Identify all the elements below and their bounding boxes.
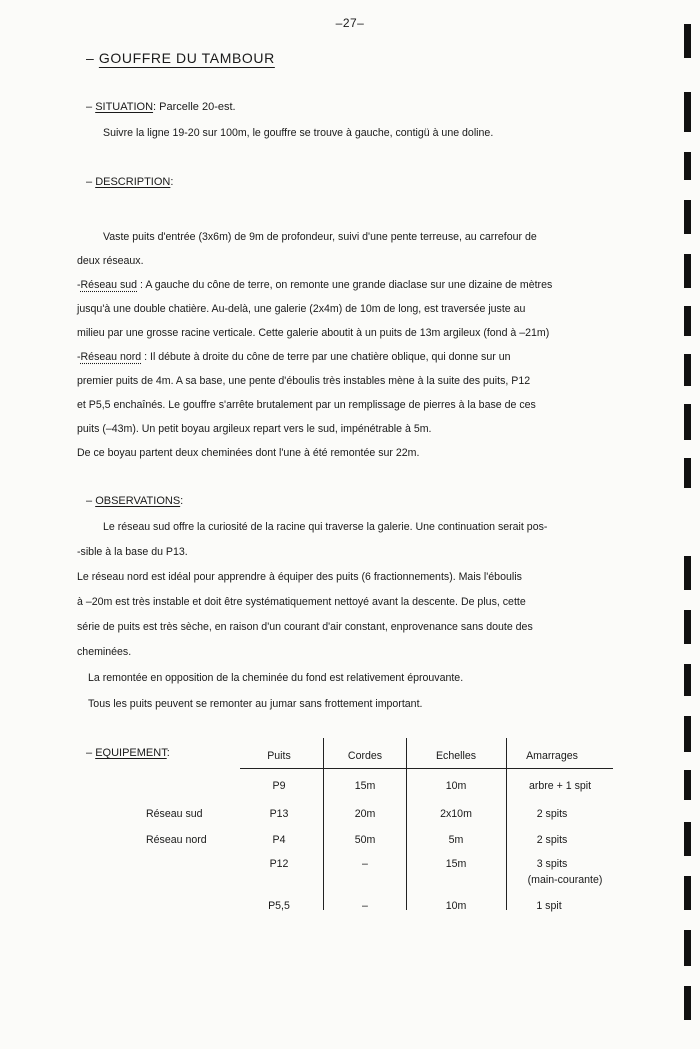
table-column-divider-3 xyxy=(506,738,507,910)
description-line-1: Vaste puits d'entrée (3x6m) de 9m de profondeur, suivi d'une pente terreuse, au carrefour de xyxy=(103,231,537,243)
observations-heading: OBSERVATIONS xyxy=(95,495,181,507)
observations-line-2: -sible à la base du P13. xyxy=(77,546,188,558)
reseau-sud-text: : A gauche du cône de terre, on remonte une grande diaclase sur une dizaine de mètres xyxy=(137,279,553,291)
table-cell-echelles: 5m xyxy=(448,834,464,846)
table-cell-puits: P4 xyxy=(272,834,286,846)
scan-edge-mark xyxy=(684,254,691,288)
observations-heading-line: – OBSERVATIONS: xyxy=(86,495,184,507)
situation-value: Parcelle 20-est. xyxy=(159,101,236,113)
scan-edge-mark xyxy=(684,610,691,644)
situation-heading-line: – SITUATION: Parcelle 20-est. xyxy=(86,101,236,113)
description-line-2: deux réseaux. xyxy=(77,255,144,267)
page-title xyxy=(86,50,275,66)
table-cell-puits: P12 xyxy=(269,858,289,870)
table-cell-amarrages: 2 spits xyxy=(536,808,568,820)
scan-edge-mark xyxy=(684,458,691,488)
observations-line-5: série de puits est très sèche, en raison d'un courant d'air constant, enprovenance sans doute des xyxy=(77,621,533,633)
table-cell-puits: P5,5 xyxy=(268,900,290,912)
observations-line-1: Le réseau sud offre la curiosité de la racine qui traverse la galerie. Une continuation serait pos- xyxy=(103,521,548,533)
situation-heading: SITUATION xyxy=(95,101,154,113)
situation-text: Suivre la ligne 19-20 sur 100m, le gouffre se trouve à gauche, contigü à une doline. xyxy=(103,127,494,139)
description-line-4: milieu par une grosse racine verticale. Cette galerie aboutit à un puits de 13m argileux (fond à –21m) xyxy=(77,327,550,339)
column-header-cordes: Cordes xyxy=(347,750,383,762)
table-cell-cordes: – xyxy=(362,900,368,912)
table-cell-puits: P13 xyxy=(269,808,289,820)
table-cell-echelles: 15m xyxy=(445,858,467,870)
scan-edge-mark xyxy=(684,716,691,752)
scan-edge-mark xyxy=(684,92,691,132)
scan-edge-mark xyxy=(684,930,691,966)
scan-edge-mark xyxy=(684,664,691,696)
table-cell-amarrages-note: (main-courante) xyxy=(527,874,603,886)
description-line-8: De ce boyau partent deux cheminées dont l'une à été remontée sur 22m. xyxy=(77,447,420,459)
reseau-nord-text: : Il débute à droite du cône de terre par une chatière oblique, qui donne sur un xyxy=(141,351,511,363)
table-cell-echelles: 2x10m xyxy=(440,808,472,820)
equipement-heading: EQUIPEMENT xyxy=(95,747,167,759)
row-label-reseau-nord: Réseau nord xyxy=(146,834,207,846)
reseau-sud-line: -Réseau sud : A gauche du cône de terre, on remonte une grande diaclase sur une dizaine de mètres xyxy=(77,279,553,291)
scan-edge-mark xyxy=(684,556,691,590)
description-heading-line: – DESCRIPTION: xyxy=(86,176,174,188)
observations-line-7: La remontée en opposition de la cheminée du fond est relativement éprouvante. xyxy=(88,672,464,684)
scan-edge-mark xyxy=(684,306,691,336)
scan-edge-mark xyxy=(684,986,691,1020)
observations-line-4: à –20m est très instable et doit être systématiquement nettoyé avant la descente. De plus, cette xyxy=(77,596,526,608)
reseau-nord-line: -Réseau nord : Il débute à droite du cône de terre par une chatière oblique, qui donne sur un xyxy=(77,351,511,363)
reseau-nord-label: Réseau nord xyxy=(80,351,142,363)
scan-edge-mark xyxy=(684,200,691,234)
table-column-divider-1 xyxy=(323,738,324,910)
column-header-echelles: Echelles xyxy=(435,750,477,762)
table-cell-cordes: – xyxy=(362,858,368,870)
table-cell-amarrages: arbre + 1 spit xyxy=(528,780,592,792)
table-cell-cordes: 50m xyxy=(354,834,376,846)
column-header-puits: Puits xyxy=(267,750,291,762)
scan-edge-mark xyxy=(684,822,691,856)
row-label-reseau-sud: Réseau sud xyxy=(146,808,203,820)
observations-line-8: Tous les puits peuvent se remonter au jumar sans frottement important. xyxy=(88,698,423,710)
table-column-divider-2 xyxy=(406,738,407,910)
description-line-7: puits (–43m). Un petit boyau argileux repart vers le sud, impénétrable à 5m. xyxy=(77,423,432,435)
table-cell-amarrages: 1 spit xyxy=(536,900,562,912)
observations-line-6: cheminées. xyxy=(77,646,132,658)
table-cell-amarrages: 2 spits xyxy=(536,834,568,846)
scan-edge-mark xyxy=(684,24,691,58)
table-cell-cordes: 15m xyxy=(354,780,376,792)
table-cell-cordes: 20m xyxy=(354,808,376,820)
scan-edge-mark xyxy=(684,770,691,800)
description-line-3: jusqu'à une double chatière. Au-delà, une galerie (2x4m) de 10m de long, est traversée juste au xyxy=(77,303,526,315)
scan-edge-mark xyxy=(684,354,691,386)
reseau-sud-label: Réseau sud xyxy=(80,279,138,291)
table-cell-puits: P9 xyxy=(272,780,286,792)
observations-line-3: Le réseau nord est idéal pour apprendre à équiper des puits (6 fractionnements). Mais l'éboulis xyxy=(77,571,522,583)
equipement-heading-line: – EQUIPEMENT: xyxy=(86,747,170,759)
scan-edge-mark xyxy=(684,404,691,440)
table-cell-amarrages: 3 spits xyxy=(536,858,568,870)
description-line-6: et P5,5 enchaînés. Le gouffre s'arrête brutalement par un remplissage de pierres à la base de ces xyxy=(77,399,536,411)
description-heading: DESCRIPTION xyxy=(95,176,171,188)
column-header-amarrages: Amarrages xyxy=(526,750,578,762)
table-header-rule xyxy=(240,768,613,769)
table-cell-echelles: 10m xyxy=(445,900,467,912)
description-line-5: premier puits de 4m. A sa base, une pente d'éboulis très instables mène à la suite des puits, P12 xyxy=(77,375,531,387)
title-text: GOUFFRE DU TAMBOUR xyxy=(98,50,275,66)
title-dash: – xyxy=(86,50,99,66)
page-number: –27– xyxy=(335,16,365,30)
table-cell-echelles: 10m xyxy=(445,780,467,792)
scan-edge-mark xyxy=(684,876,691,910)
scan-edge-mark xyxy=(684,152,691,180)
